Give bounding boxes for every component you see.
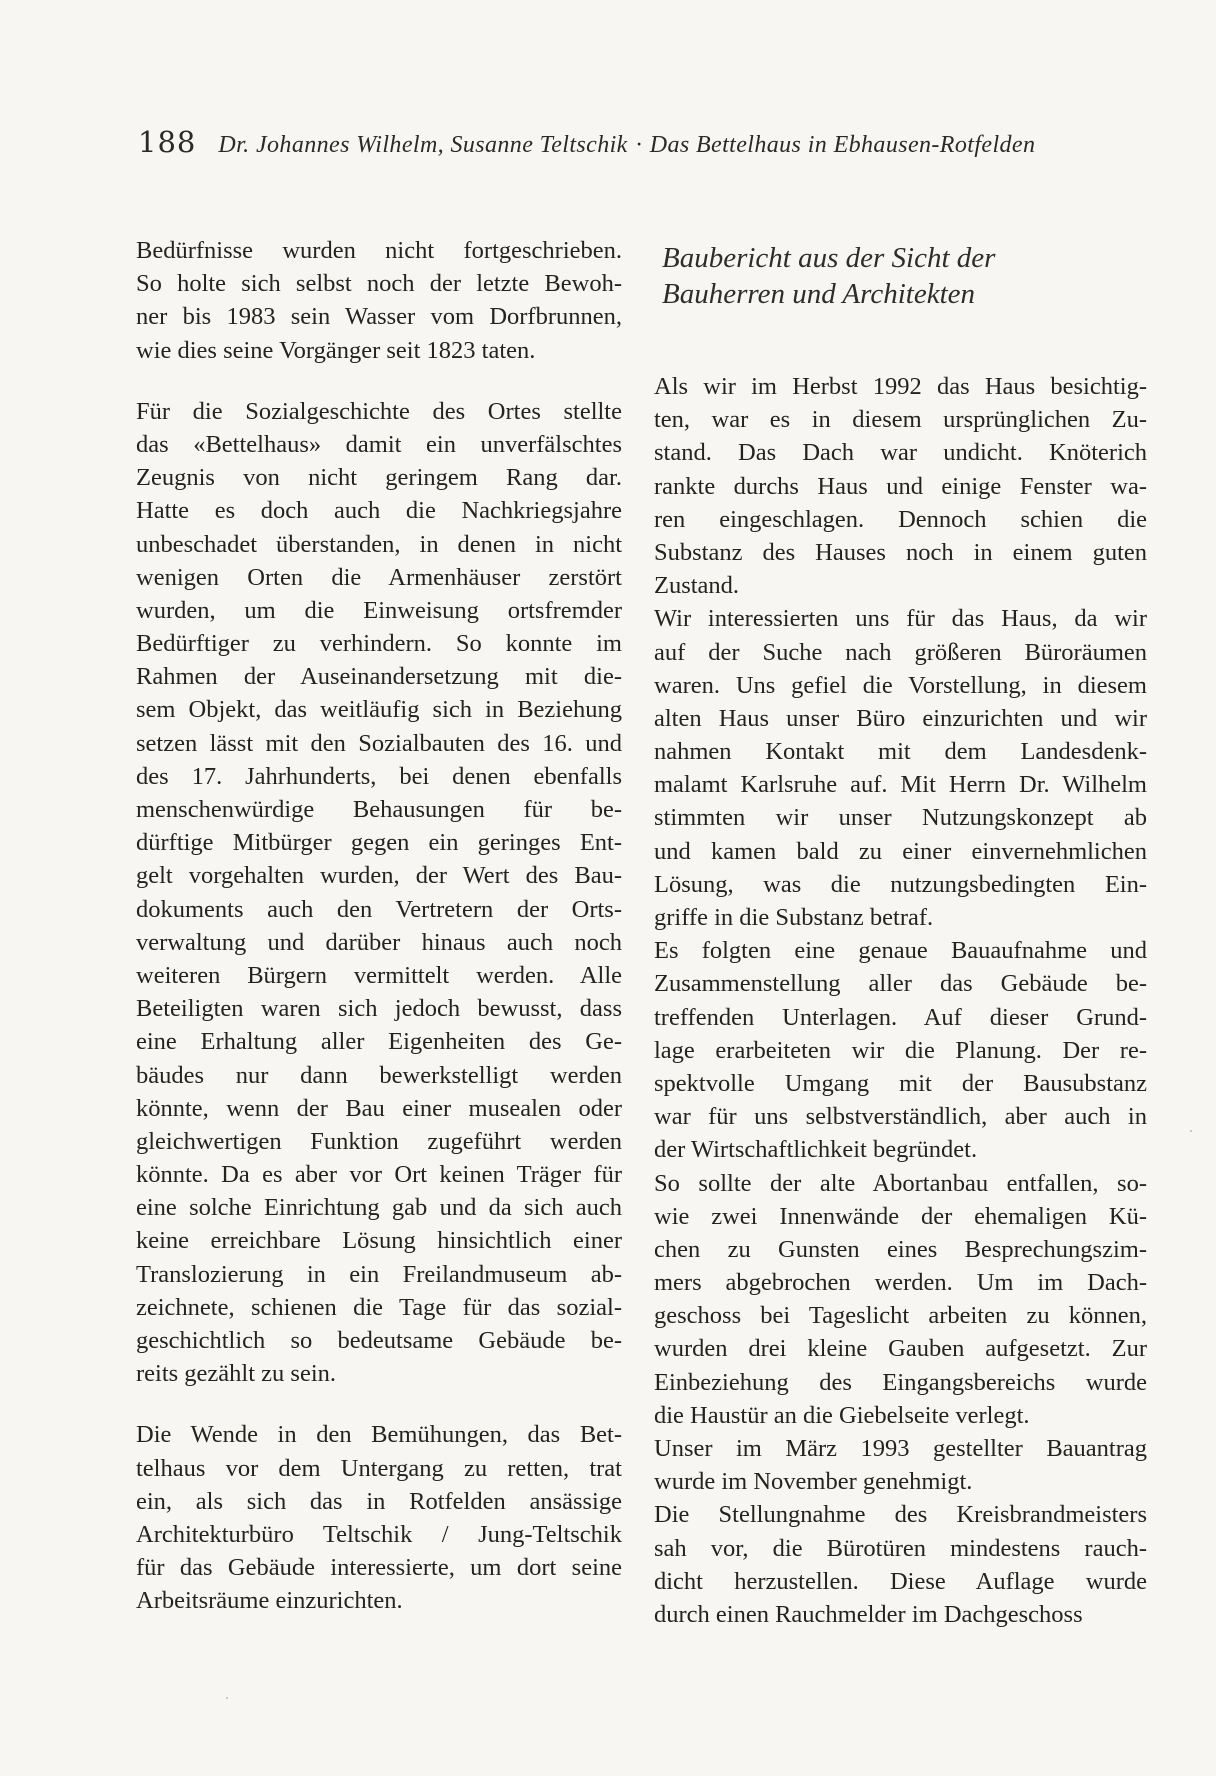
text-line: die Haustür an die Giebelseite verlegt. <box>654 1401 1030 1429</box>
paragraph <box>136 395 622 1391</box>
text-line: keine erreichbare Lösung hinsichtlich einer <box>136 1227 622 1255</box>
text-line: mers abgebrochen werden. Um im Dach- <box>654 1269 1147 1297</box>
text-line: Translozierung in ein Freilandmuseum ab- <box>136 1260 622 1288</box>
section-heading-line: Bauherren und Architekten <box>662 278 976 310</box>
text-line: Lösung, was die nutzungsbedingten Ein- <box>654 870 1147 898</box>
text-line: Einbeziehung des Eingangsbereichs wurde <box>654 1368 1147 1396</box>
text-line: So holte sich selbst noch der letzte Bewoh- <box>136 270 622 298</box>
left-column <box>136 234 622 1618</box>
text-line: weiteren Bürgern vermittelt werden. Alle <box>136 961 622 989</box>
text-line: sem Objekt, das weitläufig sich in Beziehung <box>136 696 622 724</box>
text-line: sah vor, die Bürotüren mindestens rauch- <box>654 1534 1147 1562</box>
text-line: stimmten wir unser Nutzungskonzept ab <box>654 804 1147 832</box>
paragraph-gap <box>136 367 622 395</box>
text-line: auf der Suche nach größeren Büroräumen <box>654 638 1147 666</box>
text-line: ein, als sich das in Rotfelden ansässige <box>136 1487 622 1515</box>
text-line: das «Bettelhaus» damit ein unverfälschtes <box>136 430 622 458</box>
text-line: eine solche Einrichtung gab und da sich auch <box>136 1194 622 1222</box>
header-title: Das Bettelhaus in Ebhausen-Rotfelden <box>649 132 1036 158</box>
text-line: Die Wende in den Bemühungen, das Bet- <box>136 1421 622 1449</box>
paragraph <box>136 234 622 367</box>
paragraph <box>654 1498 1147 1631</box>
text-line: der Wirtschaftlichkeit begründet. <box>654 1136 978 1164</box>
paragraph <box>654 1167 1147 1433</box>
text-line: dürftige Mitbürger gegen ein geringes Ent- <box>136 829 622 857</box>
right-column-body <box>654 370 1147 1631</box>
text-line: griffe in die Substanz betraf. <box>654 904 934 931</box>
text-line: für das Gebäude interessierte, um dort seine <box>136 1554 622 1582</box>
text-line: geschoss bei Tageslicht arbeiten zu können, <box>654 1302 1147 1330</box>
paragraph <box>136 1418 622 1617</box>
paragraph-gap <box>136 1390 622 1418</box>
header-separator: · <box>635 132 642 158</box>
section-heading <box>662 240 1147 312</box>
text-line: treffenden Unterlagen. Auf dieser Grund- <box>654 1003 1147 1031</box>
text-line: Architekturbüro Teltschik / Jung-Teltschik <box>136 1520 622 1548</box>
text-line: Bedürftiger zu verhindern. So konnte im <box>136 630 622 658</box>
text-line: und kamen bald zu einer einvernehmlichen <box>654 837 1147 865</box>
text-line: dicht herzustellen. Diese Auflage wurde <box>654 1567 1147 1595</box>
text-line: wurde im November genehmigt. <box>654 1468 973 1496</box>
paragraph <box>654 370 1147 602</box>
text-line: durch einen Rauchmelder im Dachgeschoss <box>654 1600 1083 1628</box>
text-line: chen zu Gunsten eines Besprechungszim- <box>654 1235 1147 1263</box>
text-line: bäudes nur dann bewerkstelligt werden <box>136 1061 622 1089</box>
text-line: setzen lässt mit den Sozialbauten des 16. und <box>136 729 622 757</box>
running-head <box>138 125 1138 159</box>
text-line: war für uns selbstverständlich, aber auch in <box>654 1103 1147 1131</box>
text-line: wurden drei kleine Gauben aufgesetzt. Zur <box>654 1335 1147 1363</box>
text-line: des 17. Jahrhunderts, bei denen ebenfalls <box>136 762 622 790</box>
text-line: Arbeitsräume einzurichten. <box>136 1587 403 1615</box>
paragraph <box>654 1432 1147 1498</box>
text-line: spektvolle Umgang mit der Bausubstanz <box>654 1069 1147 1097</box>
text-line: Wir interessierten uns für das Haus, da wir <box>654 605 1147 633</box>
text-line: zeichnete, schienen die Tage für das sozial- <box>136 1293 622 1321</box>
text-line: ner bis 1983 sein Wasser vom Dorfbrunnen, <box>136 303 622 331</box>
text-line: lage erarbeiteten wir die Planung. Der re- <box>654 1036 1147 1064</box>
header-authors: Dr. Johannes Wilhelm, Susanne Teltschik <box>218 132 628 158</box>
text-line: reits gezählt zu sein. <box>136 1360 337 1388</box>
text-line: Zustand. <box>654 572 740 600</box>
page-number: 188 <box>138 125 197 159</box>
section-heading-line: Baubericht aus der Sicht der <box>662 242 996 274</box>
text-line: ren eingeschlagen. Dennoch schien die <box>654 505 1147 533</box>
text-line: wenigen Orten die Armenhäuser zerstört <box>136 563 622 591</box>
paper-speck <box>1190 1130 1192 1132</box>
text-line: Substanz des Hauses noch in einem guten <box>654 538 1147 566</box>
text-line: gleichwertigen Funktion zugeführt werden <box>136 1127 622 1155</box>
text-line: wurden, um die Einweisung ortsfremder <box>136 596 622 624</box>
text-line: dokuments auch den Vertretern der Orts- <box>136 895 622 923</box>
text-line: rankte durchs Haus und einige Fenster wa- <box>654 472 1147 500</box>
text-line: wie dies seine Vorgänger seit 1823 taten. <box>136 336 536 364</box>
text-line: Hatte es doch auch die Nachkriegsjahre <box>136 497 622 525</box>
text-line: Bedürfnisse wurden nicht fortgeschrieben. <box>136 237 622 264</box>
text-line: waren. Uns gefiel die Vorstellung, in diesem <box>654 671 1147 699</box>
text-line: Als wir im Herbst 1992 das Haus besichtig- <box>654 373 1147 400</box>
text-line: Zeugnis von nicht geringem Rang dar. <box>136 464 622 492</box>
text-line: ten, war es in diesem ursprünglichen Zu- <box>654 406 1147 434</box>
text-line: stand. Das Dach war undicht. Knöterich <box>654 439 1147 467</box>
text-line: gelt vorgehalten wurden, der Wert des Bau- <box>136 862 622 890</box>
text-line: Unser im März 1993 gestellter Bauantrag <box>654 1435 1147 1462</box>
text-line: geschichtlich so bedeutsame Gebäude be- <box>136 1327 622 1354</box>
right-column <box>654 240 1147 1631</box>
text-line: nahmen Kontakt mit dem Landesdenk- <box>654 738 1147 766</box>
text-line: könnte. Da es aber vor Ort keinen Träger für <box>136 1161 622 1189</box>
text-line: telhaus vor dem Untergang zu retten, trat <box>136 1454 622 1482</box>
text-line: Rahmen der Auseinandersetzung mit die- <box>136 663 622 691</box>
text-line: menschenwürdige Behausungen für be- <box>136 796 622 823</box>
text-line: Beteiligten waren sich jedoch bewusst, dass <box>136 995 622 1023</box>
text-line: Zusammenstellung aller das Gebäude be- <box>654 970 1147 998</box>
text-line: eine Erhaltung aller Eigenheiten des Ge- <box>136 1028 622 1056</box>
text-line: Für die Sozialgeschichte des Ortes stellte <box>136 397 622 425</box>
paragraph <box>654 602 1147 934</box>
text-line: könnte, wenn der Bau einer musealen oder <box>136 1094 622 1122</box>
text-line: alten Haus unser Büro einzurichten und wir <box>654 704 1147 732</box>
text-line: unbeschadet überstanden, in denen in nicht <box>136 530 622 558</box>
text-line: verwaltung und darüber hinaus auch noch <box>136 928 622 956</box>
text-line: Es folgten eine genaue Bauaufnahme und <box>654 937 1147 965</box>
text-line: Die Stellungnahme des Kreisbrandmeisters <box>654 1501 1147 1529</box>
text-line: So sollte der alte Abortanbau entfallen, so- <box>654 1169 1147 1197</box>
text-line: wie zwei Innenwände der ehemaligen Kü- <box>654 1202 1147 1230</box>
text-line: malamt Karlsruhe auf. Mit Herrn Dr. Wilhelm <box>654 771 1147 799</box>
paragraph <box>654 934 1147 1166</box>
paper-speck <box>226 1697 228 1699</box>
